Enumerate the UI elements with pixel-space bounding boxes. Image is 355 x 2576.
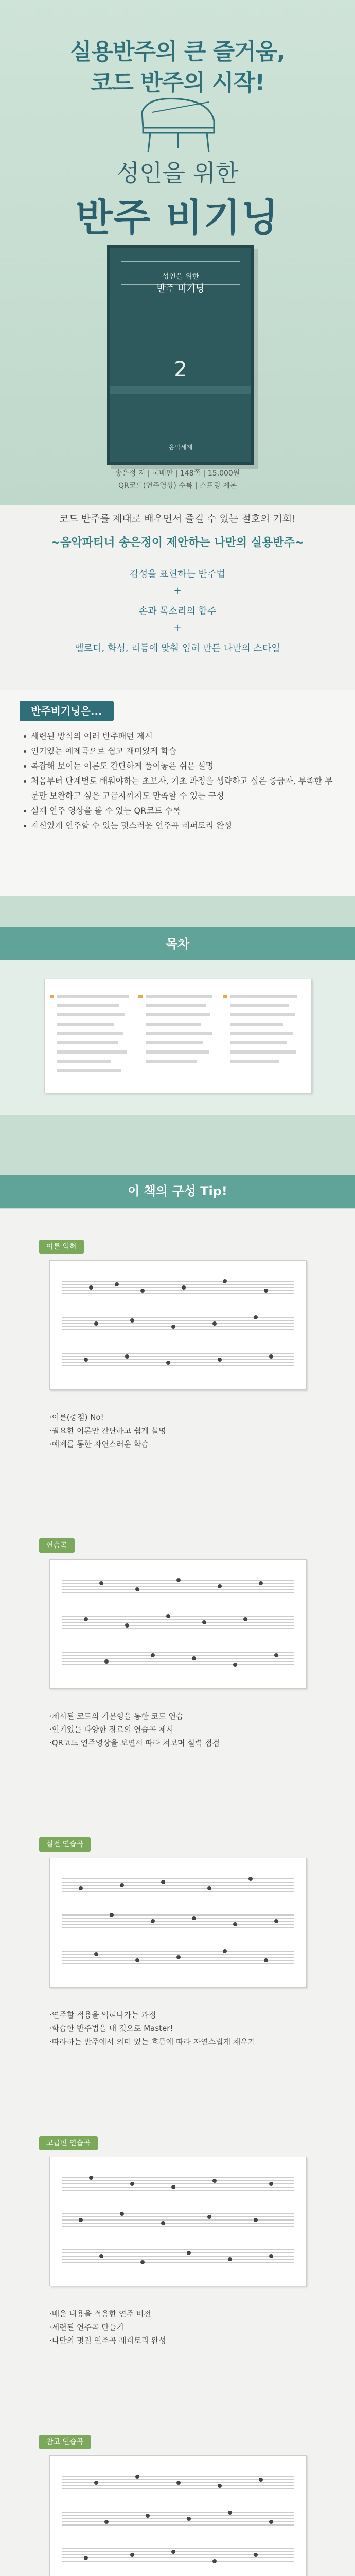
hero-headline-2: 코드 반주의 시작!	[90, 70, 265, 96]
book-cover-subtitle: 성인을 위한	[162, 273, 200, 281]
intro-banner: ~음악파티너 송은정이 제안하는 나만의 실용반주~	[50, 536, 305, 549]
staff-graphic	[50, 1261, 306, 1389]
book-volume-number: 2	[174, 358, 187, 381]
book-cover-title: 반주 비기닝	[156, 283, 205, 294]
book-cover-stripe	[110, 386, 251, 394]
toc-preview	[44, 979, 312, 1093]
feature-item: 세련된 방식의 여러 반주패턴 제시	[24, 728, 338, 743]
hero-headline-1: 실용반주의 큰 즐거움,	[70, 39, 285, 65]
feature-item: 실제 연주 영상을 볼 수 있는 QR코드 수록	[24, 803, 338, 818]
book-publisher: 음악세계	[168, 444, 193, 451]
staff-graphic	[50, 1858, 306, 1987]
plus-icon: +	[173, 585, 182, 596]
sheet-music-preview	[49, 1260, 307, 1390]
caption-line: ·연주할 적용을 익혀나가는 과정	[49, 2010, 156, 2020]
caption-line: ·인기있는 다양한 장르의 연습곡 제시	[49, 1725, 174, 1734]
section-captions	[49, 1709, 317, 1750]
feature-item: 처음부터 단계별로 배워야하는 초보자, 기초 과정을 생략하고 싶은 중급자, 부족한 부분만 보완하고 싶은 고급자까지도 만족할 수 있는 구성	[24, 773, 338, 803]
caption-line: ·나만의 멋진 연주곡 레퍼토리 완성	[49, 2336, 166, 2345]
features-list	[24, 728, 338, 833]
feature-item: 복잡해 보이는 이론도 간단하게 풀어놓은 쉬운 설명	[24, 758, 338, 773]
toc-section	[0, 960, 355, 1115]
section-captions	[49, 2008, 317, 2048]
features-tag: 반주비기닝은...	[20, 701, 114, 721]
section-badge: 실전 연습곡	[39, 1837, 91, 1852]
caption-line: ·예제를 통한 자연스러운 학습	[49, 1439, 149, 1449]
toc-title: 목차	[0, 927, 355, 960]
caption-line: ·학습한 반주법을 내 것으로 Master!	[49, 2024, 173, 2033]
features-section	[0, 690, 355, 896]
composition-title: 이 책의 구성 Tip!	[0, 1175, 355, 1208]
book-meta-2: QR코드(연주영상) 수록 | 스프링 제본	[118, 482, 237, 490]
intro-line-2: 손과 목소리의 합주	[138, 606, 217, 617]
caption-line: ·필요한 이론만 간단하고 쉽게 설명	[49, 1426, 166, 1435]
sheet-music-preview	[49, 2157, 307, 2286]
book-cover	[107, 245, 254, 465]
staff-graphic	[50, 1560, 306, 1688]
caption-line: ·이론(중점) No!	[49, 1413, 104, 1422]
intro-line-3: 멜로디, 화성, 리듬에 맞춰 입혀 만든 나만의 스타일	[75, 643, 280, 654]
intro-section	[0, 505, 355, 690]
grand-piano-icon	[132, 92, 220, 159]
section-badge: 이론 익혀	[39, 1240, 84, 1254]
staff-graphic	[50, 2456, 306, 2576]
plus-icon: +	[173, 622, 182, 633]
sheet-music-preview	[49, 1559, 307, 1689]
book-meta-1: 송은정 저 | 국배판 | 148쪽 | 15,000원	[115, 469, 240, 478]
intro-line-1: 감성을 표현하는 반주법	[130, 569, 225, 580]
sheet-music-preview	[49, 1858, 307, 1988]
composition-section	[0, 1209, 355, 2576]
caption-line: ·배운 내용을 적용한 연주 버전	[49, 2309, 151, 2318]
caption-line: ·세련된 연주곡 만들기	[49, 2323, 124, 2332]
section-badge: 고급편 연습곡	[39, 2136, 98, 2150]
intro-top-text: 코드 반주를 제대로 배우면서 즐길 수 있는 절호의 기회!	[59, 513, 296, 524]
caption-line: ·제시된 코드의 기본형을 통한 코드 연습	[49, 1711, 184, 1721]
section-badge: 참고 연습곡	[39, 2435, 91, 2449]
staff-graphic	[50, 2157, 306, 2286]
hero-subtitle: 성인을 위한	[116, 159, 239, 187]
sheet-music-preview	[49, 2455, 307, 2576]
section-captions	[49, 2307, 317, 2347]
hero-title: 반주 비기닝	[76, 196, 279, 240]
section-badge: 연습곡	[39, 1538, 75, 1553]
toc-lines-graphic	[45, 979, 311, 1093]
caption-line: ·QR코드 연주영상을 보면서 따라 쳐보며 실력 점검	[49, 1738, 220, 1748]
section-captions	[49, 1411, 317, 1451]
feature-item: 자신있게 연주할 수 있는 멋스러운 연주곡 레퍼토리 완성	[24, 818, 338, 833]
feature-item: 인기있는 예제곡으로 쉽고 재미있게 학습	[24, 743, 338, 758]
caption-line: ·따라하는 반주에서 의미 있는 흐름에 따라 자연스럽게 채우기	[49, 2037, 256, 2046]
